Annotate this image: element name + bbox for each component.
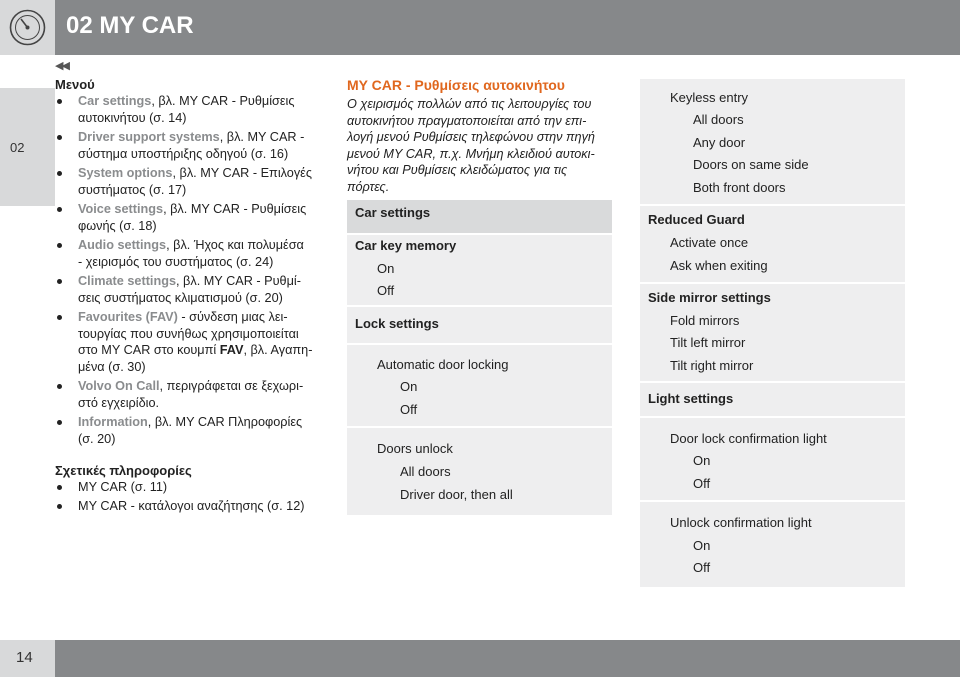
keyless-entry-label[interactable]: Keyless entry: [670, 90, 749, 105]
section-title: MY CAR - Ρυθμίσεις αυτοκινήτου: [347, 77, 565, 93]
menu-item-climate-settings: Climate settings, βλ. MY CAR - Ρυθμί- σεις συστήματος κλιματισμού (σ. 20): [55, 273, 325, 306]
menu-link[interactable]: Car settings: [78, 94, 152, 108]
page-number: 14: [16, 649, 33, 666]
menu-list: [55, 93, 325, 447]
keyless-entry-any-door[interactable]: Any door: [693, 135, 746, 150]
car-settings-label[interactable]: Car settings: [355, 205, 431, 220]
menu-item-information: Information, βλ. MY CAR Πληροφορίες (σ. 20): [55, 414, 325, 447]
footer-bar: [55, 640, 960, 677]
related-heading: Σχετικές πληροφορίες: [55, 463, 192, 478]
light-settings-label[interactable]: Light settings: [648, 391, 734, 406]
chapter-tab: [0, 88, 55, 206]
menu-item-favourites: Favourites (FAV) - σύνδεση μιας λει- τουργίας που συνήθως χρησιμοποιείται στο MY CAR στο κουμπί FAV, βλ. Αγαπη- μένα (σ. 30): [55, 309, 325, 375]
menu-item-audio-settings: Audio settings, βλ. Ήχος και πολυμέσα - χειρισμός του συστήματος (σ. 24): [55, 237, 325, 270]
tilt-left-mirror-option[interactable]: Tilt left mirror: [670, 335, 746, 350]
chapter-tab-label: 02: [10, 140, 25, 155]
car-key-memory-label[interactable]: Car key memory: [355, 238, 457, 253]
unlock-light-off[interactable]: Off: [693, 560, 711, 575]
menu-column: [55, 58, 325, 516]
automatic-door-locking-off[interactable]: Off: [400, 402, 418, 417]
menu-item-volvo-on-call: Volvo On Call, περιγράφεται σε ξεχωρι- στό εγχειρίδιο.: [55, 378, 325, 411]
door-lock-confirmation-light-label[interactable]: Door lock confirmation light: [670, 431, 827, 446]
reduced-guard-label[interactable]: Reduced Guard: [648, 212, 745, 227]
unlock-confirmation-light-label[interactable]: Unlock confirmation light: [670, 515, 812, 530]
fold-mirrors-option[interactable]: Fold mirrors: [670, 313, 740, 328]
header-icon-box: [0, 0, 55, 55]
door-lock-light-on[interactable]: On: [693, 453, 711, 468]
section-intro: [347, 76, 612, 195]
related-list: [55, 479, 325, 514]
page-header: [0, 0, 960, 55]
car-key-memory-on[interactable]: On: [377, 261, 395, 276]
menu-link[interactable]: Audio settings: [78, 238, 167, 252]
page-number-box: [0, 640, 55, 677]
doors-unlock-all[interactable]: All doors: [400, 464, 451, 479]
car-key-memory-off[interactable]: Off: [377, 283, 395, 298]
doors-unlock-driver-then-all[interactable]: Driver door, then all: [400, 487, 513, 502]
speedometer-icon: [8, 8, 47, 47]
reduced-guard-ask-when-exiting[interactable]: Ask when exiting: [670, 258, 768, 273]
menu-item-voice-settings: Voice settings, βλ. MY CAR - Ρυθμίσεις φωνής (σ. 18): [55, 201, 325, 234]
automatic-door-locking-label[interactable]: Automatic door locking: [377, 357, 509, 372]
keyless-entry-all-doors[interactable]: All doors: [693, 112, 744, 127]
lock-settings-label[interactable]: Lock settings: [355, 316, 439, 331]
menu-link[interactable]: Climate settings: [78, 274, 176, 288]
reduced-guard-activate-once[interactable]: Activate once: [670, 235, 749, 250]
side-mirror-settings-label[interactable]: Side mirror settings: [648, 290, 771, 305]
menu-item-car-settings: Car settings, βλ. MY CAR - Ρυθμίσεις αυτοκινήτου (σ. 14): [55, 93, 325, 126]
menu-item-driver-support: Driver support systems, βλ. MY CAR - σύστημα υποστήριξης οδηγού (σ. 16): [55, 129, 325, 162]
menu-link[interactable]: Driver support systems: [78, 130, 220, 144]
automatic-door-locking-on[interactable]: On: [400, 379, 418, 394]
page-title: 02 MY CAR: [66, 12, 194, 39]
menu-heading: Μενού: [55, 77, 95, 92]
door-lock-light-off[interactable]: Off: [693, 476, 711, 491]
keyless-entry-same-side[interactable]: Doors on same side: [693, 157, 809, 172]
menu-link[interactable]: Information: [78, 415, 148, 429]
back-arrows-icon[interactable]: ◀◀: [55, 60, 68, 72]
menu-item-system-options: System options, βλ. MY CAR - Επιλογές συστήματος (σ. 17): [55, 165, 325, 198]
doors-unlock-label[interactable]: Doors unlock: [377, 441, 453, 456]
menu-link[interactable]: Voice settings: [78, 202, 164, 216]
section-intro-text: Ο χειρισμός πολλών από τις λειτουργίες του αυτοκινήτου πραγματοποιείται από την επι- λογή μενού Ρυθμίσεις τηλεφώνου στην πηγή μενού MY CAR, π.χ. Μνήμη κλειδιού αυτοκι- νήτου και Ρυθμίσεις κλειδώματος για τις πόρτες.: [347, 97, 595, 194]
settings-tree-left: [347, 200, 612, 515]
menu-link[interactable]: Volvo On Call: [78, 379, 160, 393]
keyless-entry-both-front[interactable]: Both front doors: [693, 180, 786, 195]
menu-link[interactable]: Favourites (FAV): [78, 310, 178, 324]
settings-tree-right: [640, 79, 905, 587]
tilt-right-mirror-option[interactable]: Tilt right mirror: [670, 358, 754, 373]
related-item[interactable]: MY CAR (σ. 11): [55, 479, 325, 496]
related-item[interactable]: MY CAR - κατάλογοι αναζήτησης (σ. 12): [55, 498, 325, 515]
menu-link[interactable]: System options: [78, 166, 173, 180]
unlock-light-on[interactable]: On: [693, 538, 711, 553]
